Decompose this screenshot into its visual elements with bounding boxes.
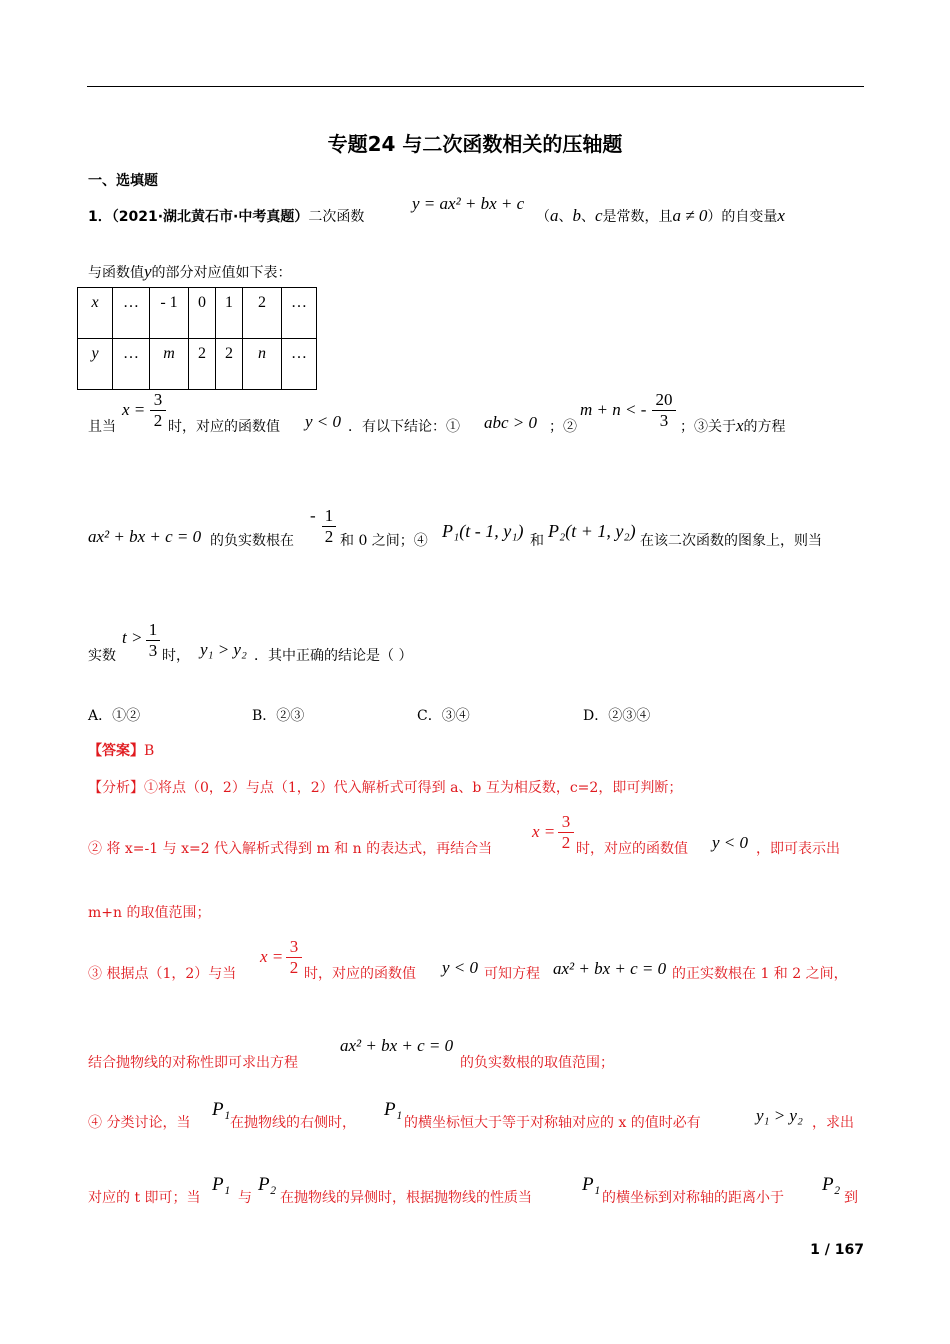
answer (88, 740, 154, 760)
table-row (78, 339, 317, 390)
question-intro: 二次函数 (308, 209, 365, 225)
analysis-fraction-2: $\frac{3}{2}$ (286, 937, 302, 978)
analysis-label: 【分析】 (88, 780, 144, 796)
question-line-1 (88, 206, 364, 226)
graph-condition: 在该二次函数的图象上，则当 (640, 533, 822, 549)
page-title: 专题24 与二次函数相关的压轴题 (327, 132, 623, 156)
analysis-line-4-end: 的正实数根在 1 和 2 之间， (672, 966, 848, 982)
conclusion-4-intro: 和 0 之间；④ (340, 533, 428, 549)
analysis-equation: ax² + bx + c = 0 (553, 959, 667, 978)
option-c[interactable]: C．③④ (417, 708, 470, 724)
analysis-line-6-mid2: 的横坐标恒大于等于对称轴对应的 x 的值时必有 (404, 1115, 701, 1131)
analysis-line-2: ② 将 x=-1 与 x=2 代入解析式得到 m 和 n 的表达式，再结合当 (88, 841, 493, 857)
table-cell: x (78, 288, 113, 339)
table-cell: … (113, 288, 150, 339)
analysis-x-equals: x = (532, 822, 556, 841)
analysis-p2: P₂ (258, 1174, 277, 1195)
table-cell: 2 (243, 288, 282, 339)
fraction-one-third: $\frac{1}{3}$ (146, 620, 160, 661)
fraction-three-halves: $\frac{3}{2}$ (150, 390, 166, 431)
table-cell: - 1 (150, 288, 189, 339)
analysis-p1: P₁ (212, 1099, 231, 1120)
analysis-p2-b: P₂ (822, 1174, 841, 1195)
point-p2: P₂(t + 1, y₂) (548, 521, 636, 541)
analysis-line-5: 结合抛物线的对称性即可求出方程 (88, 1055, 298, 1071)
m-plus-n: m + n < - (580, 400, 647, 419)
point-p1: P₁(t - 1, y₁) (442, 521, 524, 541)
page-number: 1 / 167 (810, 1242, 864, 1258)
analysis-line-4-mid: 时，对应的函数值 (304, 966, 416, 982)
minus-sign: - (310, 506, 316, 525)
analysis-line-2-end: ，即可表示出 (756, 841, 840, 857)
analysis-line-7: 对应的 t 即可；当 (88, 1190, 201, 1206)
table-cell: 0 (189, 288, 216, 339)
analysis-line-1: 【分析】①将点（0，2）与点（1，2）代入解析式可得到 a、b 互为相反数，c=2，即可判断； (88, 780, 683, 796)
analysis-line-2-mid: 时，对应的函数值 (576, 841, 688, 857)
table-cell: 2 (189, 339, 216, 390)
coefficient-conditions: （a、b、c是常数，且a ≠ 0）的自变量x (536, 206, 785, 225)
table-cell: … (282, 339, 317, 390)
analysis-line-4-mid2: 可知方程 (484, 966, 540, 982)
analysis-line-3: m+n 的取值范围； (88, 905, 211, 921)
option-d[interactable]: D．②③④ (583, 708, 651, 724)
conclusion-2-mark: ；② (549, 419, 577, 435)
analysis-line-7-end: 到 (844, 1190, 858, 1206)
function-expression: y = ax² + bx + c (412, 194, 525, 213)
x-equals: x = (122, 400, 146, 419)
condition-mid: 时，对应的函数值 (168, 419, 280, 435)
conclusion-3-intro: ；③关于x的方程 (680, 416, 786, 435)
analysis-y-less-zero: y < 0 (712, 833, 749, 852)
analysis-line-7-mid: 在抛物线的异侧时，根据抛物线的性质当 (280, 1190, 532, 1206)
table-cell: 2 (216, 339, 243, 390)
quadratic-equation: ax² + bx + c = 0 (88, 527, 202, 546)
table-cell: m (150, 339, 189, 390)
y-less-zero: y < 0 (305, 412, 342, 431)
real-number-text: 实数 (88, 648, 116, 664)
analysis-equation-2: ax² + bx + c = 0 (340, 1036, 454, 1055)
value-table (77, 287, 317, 390)
and-text: 和 (530, 533, 544, 549)
header-rule (87, 86, 864, 87)
t-greater: t > (122, 628, 143, 647)
analysis-x-equals-2: x = (260, 947, 284, 966)
option-b[interactable]: B．②③ (252, 708, 305, 724)
table-cell: … (282, 288, 317, 339)
section-heading: 一、选填题 (88, 173, 158, 189)
fraction-twenty-thirds: $\frac{20}{3}$ (652, 390, 676, 431)
analysis-y-less-zero-2: y < 0 (442, 958, 479, 977)
table-cell: 1 (216, 288, 243, 339)
question-prompt: ．其中正确的结论是（ ） (254, 648, 413, 664)
analysis-line-6-mid: 在抛物线的右侧时， (230, 1115, 356, 1131)
analysis-p1-b: P₁ (384, 1099, 403, 1120)
option-a[interactable]: A．①② (88, 708, 141, 724)
analysis-line-6: ④ 分类讨论，当 (88, 1115, 191, 1131)
question-source: （2021·湖北黄石市·中考真题） (111, 209, 309, 225)
negative-root-text: 的负实数根在 (210, 533, 294, 549)
table-row (78, 288, 317, 339)
analysis-y1-greater-y2: y₁ > y₂ (756, 1106, 803, 1125)
answer-value: B (144, 743, 155, 759)
table-cell: … (113, 339, 150, 390)
analysis-line-4: ③ 根据点（1，2）与当 (88, 966, 237, 982)
table-cell: y (78, 339, 113, 390)
when-text: 时， (162, 648, 190, 664)
analysis-line-5-end: 的负实数根的取值范围； (460, 1055, 614, 1071)
table-cell: n (243, 339, 282, 390)
analysis-line-7-mid2: 的横坐标到对称轴的距离小于 (602, 1190, 784, 1206)
analysis-fraction: $\frac{3}{2}$ (558, 812, 574, 853)
analysis-p1-d: P₁ (582, 1174, 601, 1195)
analysis-line-7-and: 与 (238, 1190, 252, 1206)
conclusions-intro: ．有以下结论：① (348, 419, 460, 435)
abc-positive: abc > 0 (484, 413, 538, 432)
condition-prefix: 且当 (88, 419, 116, 435)
question-line-2: 与函数值y的部分对应值如下表： (88, 262, 292, 281)
analysis-p1-c: P₁ (212, 1174, 231, 1195)
y1-greater-y2: y₁ > y₂ (200, 640, 247, 659)
answer-label: 【答案】 (88, 743, 144, 759)
fraction-one-half: $\frac{1}{2}$ (322, 506, 336, 547)
analysis-line-6-end: ，求出 (812, 1115, 854, 1131)
question-number: 1． (88, 209, 112, 225)
